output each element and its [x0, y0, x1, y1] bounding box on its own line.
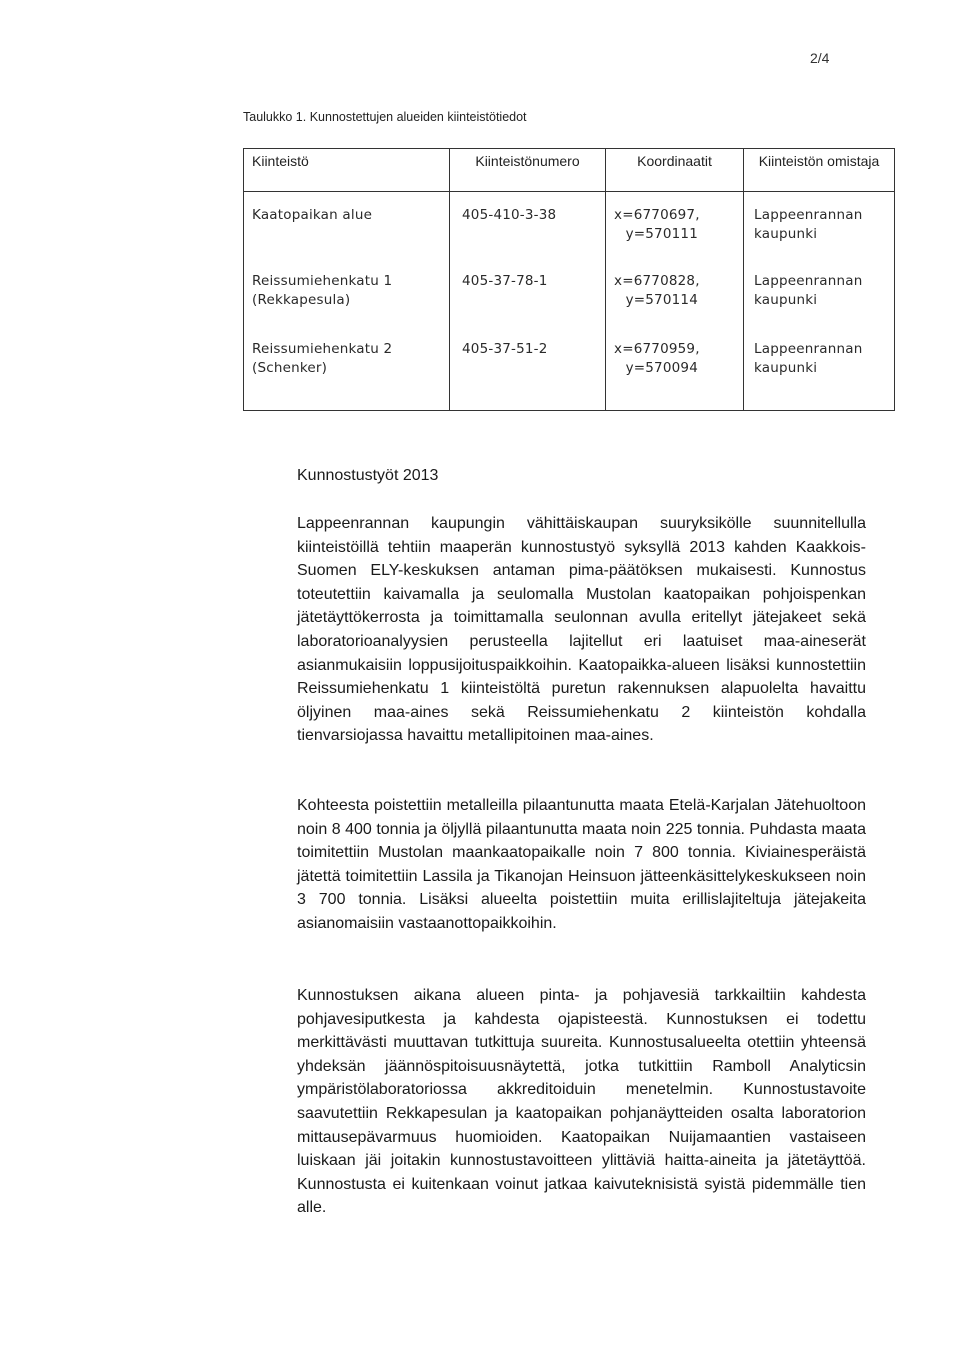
table-row	[244, 326, 895, 410]
coord-x: x=6770697,	[614, 207, 700, 223]
cell-numero: 405-37-78-1	[450, 258, 606, 326]
table-caption: Taulukko 1. Kunnostettujen alueiden kiinteistötiedot	[243, 110, 527, 124]
cell-koordinaatit	[606, 192, 744, 259]
cell-koordinaatit	[606, 258, 744, 326]
coord-y: y=570111	[625, 226, 698, 242]
cell-omistaja	[744, 258, 895, 326]
coord-x: x=6770828,	[614, 273, 700, 290]
paragraph-tarkkailu: Kunnostuksen aikana alueen pinta- ja pohjavesiä tarkkailtiin kahdesta pohjavesiputkesta ja kahdesta ojapisteestä. Kunnostuksen ei todettu merkittävästi muuttavan tutkittuja suureita. Kunnostusalueelta otettiin yhteensä yhdeksän jäännöspitoisuusnäytettä, jotka tutkittiin Ramboll Analyticsin ympäristölaboratoriossa akkreditoiduin menetelmin. Kunnostustavoite saavutettiin Rekkapesulan ja kaatopaikan pohjanäytteiden osalta laboratorion mittausepävarmuus huomioiden. Kaatopaikan Nuijamaantien vastaiseen luiskaan jäi joitakin kunnostustavoitteen ylittäviä haitta-aineita ja jätetäyttöä. Kunnostusta ei kuitenkaan voinut jatkaa kaivuteknisistä syistä pidemmälle tien alle.	[297, 987, 866, 1217]
cell-line: Lappeenrannan	[754, 273, 863, 290]
header-kiinteistonumero: Kiinteistönumero	[450, 149, 606, 192]
cell-line: (Schenker)	[252, 360, 328, 377]
cell-line: kaupunki	[754, 292, 818, 309]
cell-omistaja	[744, 192, 895, 259]
paragraph-kunnostus: Lappeenrannan kaupungin vähittäiskaupan suuryksikölle suunnitellulla kiinteistöillä tehtiin maaperän kunnostustyö syksyllä 2013 kahden Kaakkois-Suomen ELY-keskuksen antaman pima-päätöksen mukaisesti. Kunnostus toteutettiin kaivamalla ja seulomalla Mustolan kaatopaikan pohjoispenkan jätetäyttökerrosta ja toimittamalla seulonnan avulla eritellyt jätejakeet sekä laboratorioanalyysien perusteella lajitellut eri laatuiset maa-aineserät asianmukaisiin loppusijoituspaikkoihin. Kaatopaikka-alueen lisäksi kunnostettiin Reissumiehenkatu 1 kiinteistöltä puretun rakennuksen alapuolelta havaittu öljyinen maa-aines sekä Reissumiehenkatu 2 kiinteistön kohdalla tienvarsiojassa havaittu metallipitoinen maa-aines.	[297, 515, 866, 745]
coord-y: y=570094	[625, 360, 698, 377]
page-number: 2/4	[810, 50, 830, 66]
coord-x: x=6770959,	[614, 341, 700, 358]
cell-line: kaupunki	[754, 360, 818, 377]
cell-line: Lappeenrannan	[754, 207, 863, 223]
cell-kiinteisto	[244, 326, 450, 410]
table-header-row	[244, 149, 895, 192]
cell-line: (Rekkapesula)	[252, 292, 351, 309]
cell-koordinaatit	[606, 326, 744, 410]
cell-line: Reissumiehenkatu 1	[252, 273, 393, 290]
cell-kiinteisto	[244, 258, 450, 326]
property-table	[243, 148, 895, 411]
cell-omistaja	[744, 326, 895, 410]
header-omistaja: Kiinteistön omistaja	[744, 149, 895, 192]
cell-numero: 405-37-51-2	[450, 326, 606, 410]
cell-line: Lappeenrannan	[754, 341, 863, 358]
header-koordinaatit: Koordinaatit	[606, 149, 744, 192]
cell-kiinteisto	[244, 192, 450, 259]
paragraph-poistetut-maat: Kohteesta poistettiin metalleilla pilaantunutta maata Etelä-Karjalan Jätehuoltoon noin 8 400 tonnia ja öljyllä pilaantunutta maata noin 225 tonnia. Puhdasta maata toimitettiin Mustolan maankaatopaikalle noin 7 800 tonnia. Kiviainesperäistä jätettä toimitettiin Lassila ja Tikanojan Heinsuon jätteenkäsittelykeskukseen noin 3 700 tonnia. Lisäksi alueelta poistettiin muita erillislajiteltuja jätejakeita asianomaisiin vastaanottopaikkoihin.	[297, 797, 866, 932]
cell-line: kaupunki	[754, 226, 818, 242]
coord-y: y=570114	[625, 292, 698, 309]
table-row	[244, 258, 895, 326]
section-heading: Kunnostustyöt 2013	[297, 467, 439, 484]
cell-numero: 405-410-3-38	[450, 192, 606, 259]
cell-line: Reissumiehenkatu 2	[252, 341, 393, 358]
cell-line: Kaatopaikan alue	[252, 207, 373, 223]
table-row	[244, 192, 895, 259]
header-kiinteisto: Kiinteistö	[244, 149, 450, 192]
